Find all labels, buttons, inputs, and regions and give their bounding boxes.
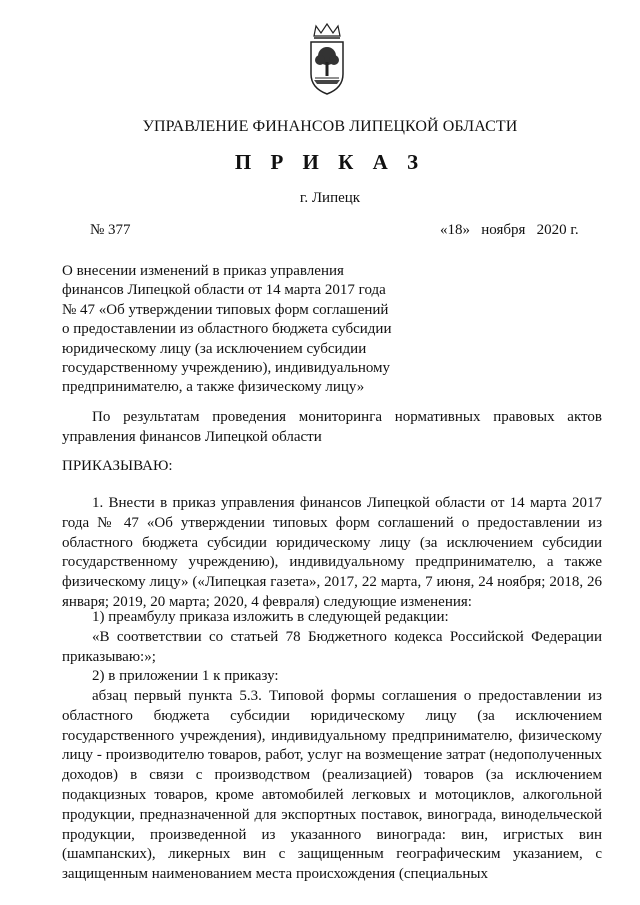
agency-name: УПРАВЛЕНИЕ ФИНАНСОВ ЛИПЕЦКОЙ ОБЛАСТИ — [142, 118, 518, 135]
city-name: г. Липецк — [299, 190, 361, 206]
order-subject — [62, 262, 407, 398]
subject-line: О внесении изменений в приказ управления — [62, 263, 344, 279]
subject-line: государственному учреждению), индивидуальному — [62, 360, 391, 377]
order-date: «18» ноября 2020 г. — [440, 222, 579, 238]
document-type-title: П Р И К А З — [234, 150, 426, 174]
item-1-1-text: «В соответствии со статьей 78 Бюджетного кодекса Российской Федерации приказываю:»; — [62, 629, 602, 665]
decree-word: ПРИКАЗЫВАЮ: — [62, 458, 173, 474]
preamble-paragraph: По результатам проведения мониторинга нормативных правовых актов управления финансов Липецкой области — [62, 409, 602, 445]
item-1-paragraph: 1. Внести в приказ управления финансов Липецкой области от 14 марта 2017 года № 47 «Об утверждении типовых форм соглашений о предоставлении из областного бюджета субсидии юридическому лицу (за исключением субсидии государственному учреждению), индивидуальному предпринимателю, а также физическому лицу» («Липецкая газета», 2017, 22 марта, 7 июня, 24 ноября; 2018, 26 января; 2019, 20 марта; 2020, 4 февраля) следующие изменения: — [62, 495, 602, 610]
subject-line: предпринимателю, а также физическому лицу» — [62, 379, 365, 396]
subject-line: о предоставлении из областного бюджета субсидии — [62, 321, 392, 338]
subject-line: финансов Липецкой области от 14 марта 2017 года — [62, 282, 386, 299]
subject-line: юридическому лицу (за исключением субсидии — [62, 340, 367, 357]
item-1-1-heading: 1) преамбулу приказа изложить в следующей редакции: — [92, 609, 449, 625]
item-1-2-heading: 2) в приложении 1 к приказу: — [92, 668, 279, 684]
item-1-2-text: абзац первый пункта 5.3. Типовой формы соглашения о предоставлении из областного бюджета субсидии юридическому лицу (за исключением государственного учреждения), индивидуальному предпринимателю, физическому лицу - производителю товаров, работ, услуг на возмещение затрат (недополученных доходов) в связи с производством (реализацией) товаров (за исключением подакцизных товаров, кроме автомобилей легковых и мотоциклов, алкогольной продукции, предназначенной для экспортных поставок, винограда, винодельческой продукции, произведенной из указанного винограда: вин, игристых вин (шампанских), ликерных вин с защищенным географическим указанием, с защищенным наименованием места происхождения (специальных — [62, 688, 602, 883]
subject-line: № 47 «Об утверждении типовых форм соглашений — [62, 301, 389, 318]
coat-of-arms-icon — [304, 22, 350, 98]
order-number: № 377 — [90, 222, 131, 238]
